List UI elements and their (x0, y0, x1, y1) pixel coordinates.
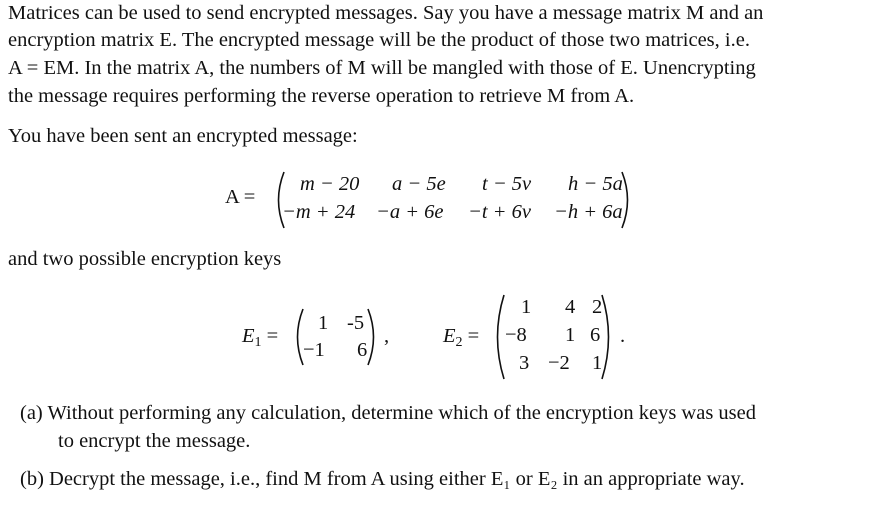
matrix-a-cell: a − 5e (392, 173, 446, 195)
intro-line-3: A = EM. In the matrix A, the numbers of M will be mangled with those of E. Unencrypting (8, 57, 756, 79)
matrix-e2-left-paren (488, 293, 506, 381)
intro-line-1: Matrices can be used to send encrypted messages. Say you have a message matrix M and an (8, 2, 764, 24)
question-a-line-2: to encrypt the message. (58, 430, 251, 452)
matrix-e2-cell: 2 (592, 296, 603, 318)
matrix-a-cell: m − 20 (300, 173, 360, 195)
matrix-e2-period: . (620, 325, 626, 347)
question-b-line-1: (b) Decrypt the message, i.e., find M from A using either E₁ or E₂ in an appropriate way. (20, 468, 745, 490)
matrix-a-cell: −a + 6e (376, 201, 444, 223)
matrix-e2-right-paren (600, 293, 618, 381)
matrix-a-cell: −t + 6v (468, 201, 531, 223)
matrix-e1-cell: -5 (347, 312, 365, 334)
matrix-a-cell: h − 5a (568, 173, 623, 195)
matrix-a-label: A = (225, 186, 256, 208)
keys-text: and two possible encryption keys (8, 248, 282, 270)
matrix-e2-cell: 3 (519, 352, 530, 374)
matrix-e2-cell: −8 (505, 324, 527, 346)
matrix-e2-cell: 1 (521, 296, 532, 318)
matrix-e1-cell: 6 (357, 339, 368, 361)
matrix-e2-cell: 1 (565, 324, 576, 346)
sent-message-text: You have been sent an encrypted message: (8, 125, 358, 147)
matrix-e1-right-paren (366, 307, 382, 367)
question-a-line-1: (a) Without performing any calculation, determine which of the encryption keys was used (20, 402, 756, 424)
matrix-a-cell: t − 5v (482, 173, 532, 195)
matrix-e1-cell: −1 (303, 339, 325, 361)
matrix-e1-comma: , (384, 325, 390, 347)
intro-line-2: encryption matrix E. The encrypted message will be the product of those two matrices, i.e. (8, 29, 750, 51)
matrix-a-cell: −m + 24 (282, 201, 356, 223)
matrix-a-cell: −h + 6a (554, 201, 623, 223)
matrix-e1-cell: 1 (318, 312, 329, 334)
matrix-e2-cell: 1 (592, 352, 603, 374)
matrix-e2-label: $E_2$ = (443, 325, 480, 350)
matrix-e2-cell: 4 (565, 296, 576, 318)
matrix-e2-cell: 6 (590, 324, 601, 346)
matrix-e2-cell: −2 (548, 352, 570, 374)
matrix-e1-label: $E_1$ = (242, 325, 279, 350)
intro-line-4: the message requires performing the reverse operation to retrieve M from A. (8, 85, 635, 107)
